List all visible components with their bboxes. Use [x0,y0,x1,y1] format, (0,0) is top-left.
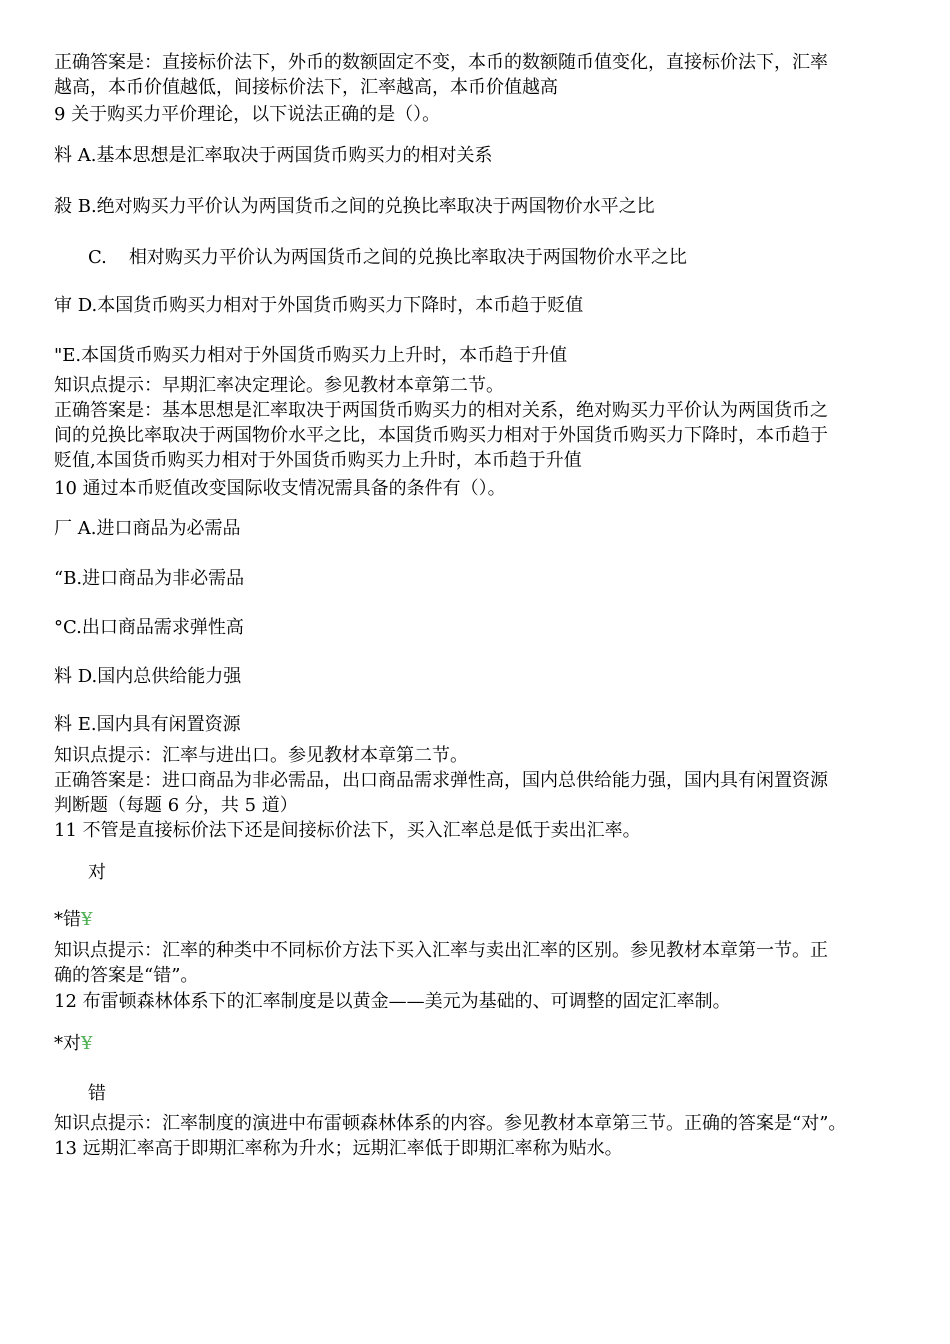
option-marker: 料 [54,145,78,166]
option-d[interactable] [54,664,894,689]
option-c[interactable] [88,245,928,270]
option-label: B.进口商品为非必需品 [63,568,245,589]
option-b[interactable] [54,566,894,591]
knowledge-hint: 知识点提示：早期汇率决定理论。参见教材本章第二节。 [54,375,504,396]
option-false-selected[interactable] [54,907,894,932]
option-marker: 厂 [54,518,78,539]
question-text: 11 不管是直接标价法下还是间接标价法下，买入汇率总是低于卖出汇率。 [54,820,641,841]
option-label: D.本国货币购买力相对于外国货币购买力下降时，本币趋于贬值 [77,295,584,316]
knowledge-hint: 知识点提示：汇率制度的演进中布雷顿森林体系的内容。参见教材本章第三节。正确的答案是“对”。 [54,1113,847,1134]
option-c[interactable] [54,615,894,640]
correct-answer: 正确答案是：进口商品为非必需品，出口商品需求弹性高，国内总供给能力强，国内具有闲置资源 [54,770,828,791]
option-d[interactable] [54,293,894,318]
option-label: A.进口商品为必需品 [77,518,241,539]
question-text: 10 通过本币贬值改变国际收支情况需具备的条件有（）。 [54,478,506,499]
option-label: D.国内总供给能力强 [77,666,242,687]
option-e[interactable] [54,712,894,737]
option-marker: 料 [54,714,78,735]
option-label: E.国内具有闲置资源 [77,714,241,735]
correct-mark-icon: ¥ [81,1033,93,1054]
option-marker: 殺 [54,196,78,217]
answer-line: 正确答案是：直接标价法下，外币的数额固定不变，本币的数额随币值变化，直接标价法下，汇率 [54,52,828,73]
option-true[interactable]: 对 [88,862,106,883]
option-marker: 审 [54,295,78,316]
question-13-text: 13 远期汇率高于即期汇率称为升水；远期汇率低于即期汇率称为贴水。 [54,1138,623,1159]
knowledge-hint: 知识点提示：汇率与进出口。参见教材本章第二节。 [54,745,468,766]
option-true-selected[interactable] [54,1031,894,1056]
answer-line: 越高，本币价值越低，间接标价法下，汇率越高，本币价值越高 [54,77,558,98]
option-a[interactable] [54,516,894,541]
option-b[interactable] [54,194,894,219]
option-label: A.基本思想是汇率取决于两国货币购买力的相对关系 [77,145,493,166]
option-label: E.本国货币购买力相对于外国货币购买力上升时，本币趋于升值 [62,345,568,366]
option-label: C.出口商品需求弹性高 [63,617,244,638]
option-e[interactable] [54,343,894,368]
option-marker: 料 [54,666,78,687]
option-label: B.绝对购买力平价认为两国货币之间的兑换比率取决于两国物价水平之比 [77,196,655,217]
knowledge-hint: 确的答案是“错”。 [54,965,199,986]
question-text: 9 关于购买力平价理论，以下说法正确的是（）。 [54,104,441,125]
section-heading: 判断题（每题 6 分，共 5 道） [54,795,298,816]
correct-mark-icon: ¥ [81,909,93,930]
option-false[interactable]: 错 [88,1083,106,1104]
option-marker: “ [54,568,64,589]
option-label: *错 [54,909,81,930]
question-text: 12 布雷顿森林体系下的汇率制度是以黄金——美元为基础的、可调整的固定汇率制。 [54,991,731,1012]
correct-answer: 间的兑换比率取决于两国物价水平之比，本国货币购买力相对于外国货币购买力下降时，本币趋于 [54,425,828,446]
correct-answer: 贬值,本国货币购买力相对于外国货币购买力上升时，本币趋于升值 [54,450,582,471]
option-marker: C. [88,247,107,268]
option-label: *对 [54,1033,81,1054]
option-marker: ° [54,617,63,638]
option-label: 相对购买力平价认为两国货币之间的兑换比率取决于两国物价水平之比 [128,247,687,268]
option-a[interactable] [54,143,894,168]
option-marker: " [54,345,63,366]
knowledge-hint: 知识点提示：汇率的种类中不同标价方法下买入汇率与卖出汇率的区别。参见教材本章第一节。正 [54,940,828,961]
correct-answer: 正确答案是：基本思想是汇率取决于两国货币购买力的相对关系，绝对购买力平价认为两国货币之 [54,400,828,421]
